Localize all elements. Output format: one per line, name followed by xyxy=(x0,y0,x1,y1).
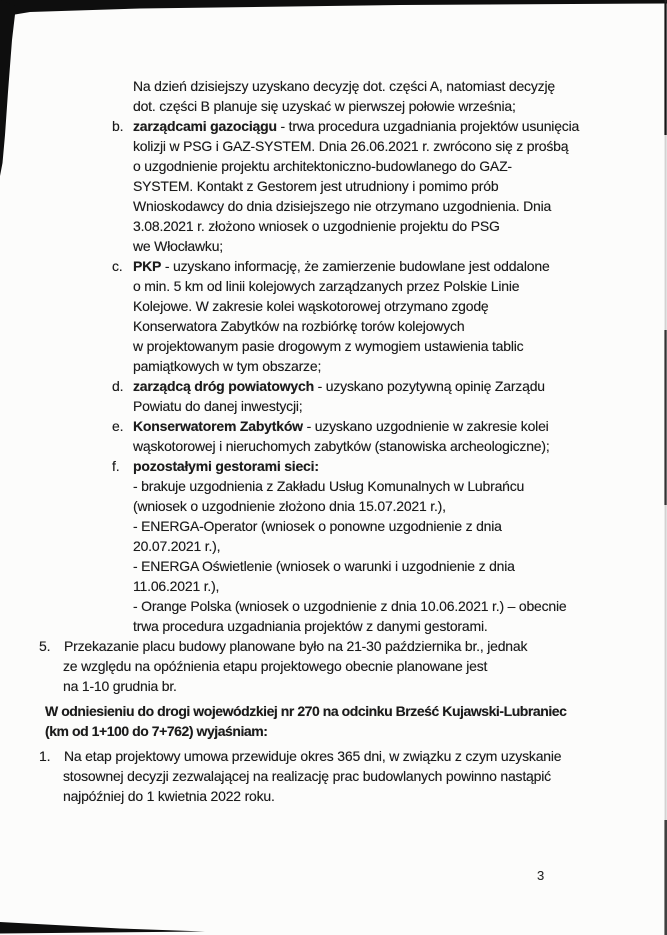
page-number: 3 xyxy=(537,868,545,883)
text-line xyxy=(0,256,667,276)
text-run: - uzyskano uzgodnienie w zakresie kolei xyxy=(302,418,549,434)
text-line xyxy=(0,516,667,536)
text-line xyxy=(0,376,667,396)
text-line xyxy=(0,116,667,136)
line-marker: 1. xyxy=(39,748,51,764)
text-line xyxy=(0,336,667,356)
text-line xyxy=(0,276,667,296)
text-run-bold: W odniesieniu do drogi wojewódzkiej nr 270 na odcinku Brześć Kujawski-Lubraniec xyxy=(45,703,567,719)
text-run-bold: PKP xyxy=(133,258,162,274)
text-run: Konserwatora Zabytków na rozbiórkę torów kolejowych xyxy=(133,318,465,334)
line-marker: f. xyxy=(112,458,120,474)
text-line xyxy=(0,576,667,596)
text-line xyxy=(0,616,667,636)
text-run: - ENERGA Oświetlenie (wniosek o warunki i uzgodnienie z dnia xyxy=(133,558,515,574)
text-line xyxy=(0,236,667,256)
text-line xyxy=(0,676,667,696)
text-line xyxy=(0,76,667,96)
text-line xyxy=(0,216,667,236)
text-run-bold: Konserwatorem Zabytków xyxy=(133,418,303,434)
text-run: 11.06.2021 r.), xyxy=(133,578,220,594)
text-run: najpóźniej do 1 kwietnia 2022 roku. xyxy=(63,788,275,804)
text-line xyxy=(0,556,667,576)
text-run: (wniosek o uzgodnienie złożono dnia 15.07.2021 r.), xyxy=(133,498,446,514)
text-run: Na dzień dzisiejszy uzyskano decyzję dot. części A, natomiast decyzję xyxy=(133,78,555,94)
text-run: - trwa procedura uzgadniania projektów usunięcia xyxy=(276,118,580,134)
text-line xyxy=(0,436,667,456)
text-line xyxy=(0,156,667,176)
text-run: dot. części B planuje się uzyskać w pierwszej połowie września; xyxy=(133,98,516,114)
text-run: trwa procedura uzgadniania projektów z danymi gestorami. xyxy=(133,618,488,634)
text-run: - brakuje uzgodnienia z Zakładu Usług Komunalnych w Lubrańcu xyxy=(133,478,525,494)
text-line xyxy=(0,636,667,656)
text-line xyxy=(0,701,667,721)
text-run: ze względu na opóźnienia etapu projektowego obecnie planowane jest xyxy=(63,658,488,674)
text-line xyxy=(0,176,667,196)
text-line xyxy=(0,766,667,786)
text-run: we Włocławku; xyxy=(133,238,223,254)
text-run-bold: zarządcami gazociągu xyxy=(133,118,277,134)
text-run: Przekazanie placu budowy planowane było na 21-30 października br., jednak xyxy=(64,638,528,654)
line-marker: d. xyxy=(112,378,124,394)
text-line xyxy=(0,456,667,476)
text-run: Powiatu do danej inwestycji; xyxy=(133,398,303,414)
text-run: - ENERGA-Operator (wniosek o ponowne uzgodnienie z dnia xyxy=(133,518,502,534)
text-line xyxy=(0,316,667,336)
text-line xyxy=(0,416,667,436)
text-line xyxy=(0,656,667,676)
text-run: 20.07.2021 r.), xyxy=(133,538,221,554)
text-run: Wnioskodawcy do dnia dzisiejszego nie otrzymano uzgodnienia. Dnia xyxy=(133,198,552,214)
text-line xyxy=(0,196,667,216)
text-run: - uzyskano pozytywną opinię Zarządu xyxy=(313,378,545,394)
text-line xyxy=(0,536,667,556)
text-line xyxy=(0,786,667,806)
line-marker: b. xyxy=(112,118,124,134)
text-run: - Orange Polska (wniosek o uzgodnienie z dnia 10.06.2021 r.) – obecnie xyxy=(133,598,567,614)
text-run-bold: (km od 1+100 do 7+762) wyjaśniam: xyxy=(45,723,268,739)
text-line xyxy=(0,476,667,496)
text-line xyxy=(0,96,667,116)
text-run-bold: pozostałymi gestorami sieci: xyxy=(133,458,319,474)
text-run: o min. 5 km od linii kolejowych zarządzanych przez Polskie Linie xyxy=(133,278,520,294)
text-run: Kolejowe. W zakresie kolei wąskotorowej otrzymano zgodę xyxy=(133,298,489,314)
text-run: w projektowanym pasie drogowym z wymogiem ustawienia tablic xyxy=(133,338,524,354)
text-line xyxy=(0,721,667,741)
line-marker: e. xyxy=(112,418,124,434)
text-line xyxy=(0,356,667,376)
text-line xyxy=(0,596,667,616)
text-run: wąskotorowej i nieruchomych zabytków (stanowiska archeologiczne); xyxy=(133,438,550,454)
text-line xyxy=(0,296,667,316)
document-text xyxy=(0,76,667,806)
text-run-bold: zarządcą dróg powiatowych xyxy=(133,378,314,394)
text-run: kolizji w PSG i GAZ-SYSTEM. Dnia 26.06.2021 r. zwrócono się z prośbą xyxy=(133,138,569,154)
line-marker: 5. xyxy=(39,638,51,654)
text-run: o uzgodnienie projektu architektoniczno-budowlanego do GAZ- xyxy=(133,158,512,174)
text-run: SYSTEM. Kontakt z Gestorem jest utrudniony i pomimo prób xyxy=(133,178,499,194)
text-line xyxy=(0,746,667,766)
text-line xyxy=(0,496,667,516)
text-run: 3.08.2021 r. złożono wniosek o uzgodnienie projektu do PSG xyxy=(133,218,500,234)
text-run: stosownej decyzji zezwalającej na realizację prac budowlanych powinno nastąpić xyxy=(63,768,551,784)
text-line xyxy=(0,396,667,416)
text-run: na 1-10 grudnia br. xyxy=(63,678,177,694)
text-run: Na etap projektowy umowa przewiduje okres 365 dni, w związku z czym uzyskanie xyxy=(64,748,562,764)
text-run: - uzyskano informację, że zamierzenie budowlane jest oddalone xyxy=(161,258,550,274)
text-run: pamiątkowych w tym obszarze; xyxy=(133,358,322,374)
line-marker: c. xyxy=(112,258,123,274)
text-line xyxy=(0,136,667,156)
